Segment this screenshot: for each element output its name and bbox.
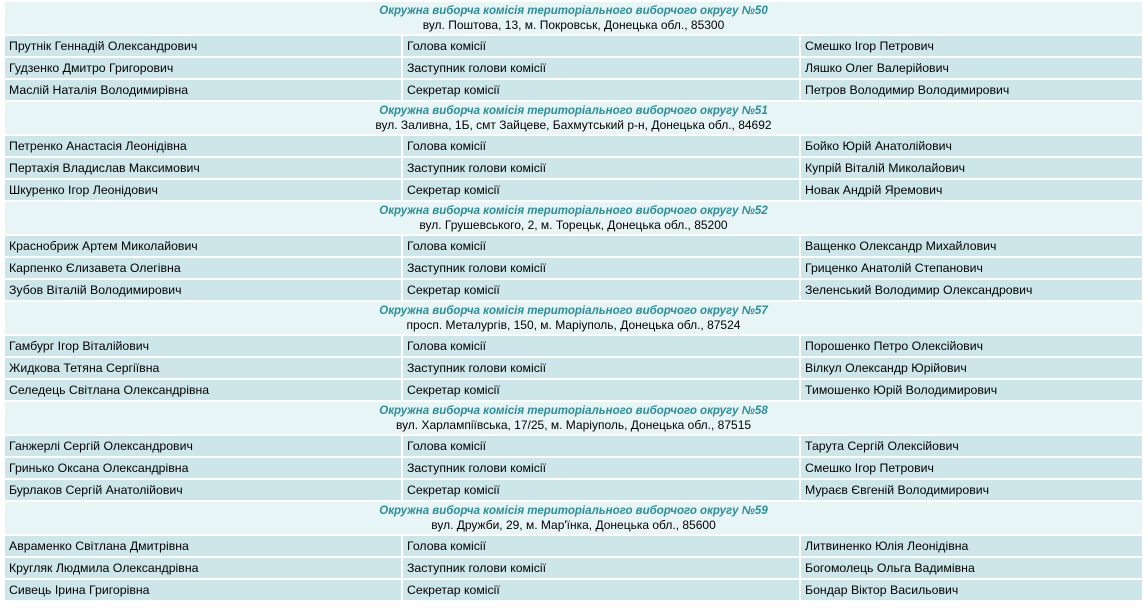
table-row — [0, 558, 1148, 578]
table-row — [0, 36, 1148, 56]
commission-title: Окружна виборча комісія територіального виборчого округу №57 — [379, 305, 768, 317]
member-name: Пертахія Владислав Максимович — [5, 158, 401, 178]
table-row — [0, 58, 1148, 78]
member-nominee: Гриценко Анатолій Степанович — [801, 258, 1142, 278]
member-role: Секретар комісії — [403, 180, 799, 200]
commission-header — [5, 402, 1142, 434]
member-name: Шкуренко Ігор Леонідович — [5, 180, 401, 200]
member-name: Селедець Світлана Олександрівна — [5, 380, 401, 400]
member-role: Заступник голови комісії — [403, 358, 799, 378]
member-nominee: Смешко Ігор Петрович — [801, 36, 1142, 56]
member-name: Жидкова Тетяна Сергіївна — [5, 358, 401, 378]
table-row — [0, 258, 1148, 278]
member-nominee: Купрій Віталій Миколайович — [801, 158, 1142, 178]
member-name: Гринько Оксана Олександрівна — [5, 458, 401, 478]
member-nominee: Мураєв Євгеній Володимирович — [801, 480, 1142, 500]
table-row — [0, 180, 1148, 200]
table-row — [0, 158, 1148, 178]
commission-section — [0, 502, 1148, 600]
member-name: Кругляк Людмила Олександрівна — [5, 558, 401, 578]
member-name: Зубов Віталій Володимирович — [5, 280, 401, 300]
commission-section — [0, 302, 1148, 400]
commission-section — [0, 202, 1148, 300]
member-nominee: Новак Андрій Яремович — [801, 180, 1142, 200]
member-role: Секретар комісії — [403, 280, 799, 300]
commission-address: вул. Поштова, 13, м. Покровськ, Донецька обл., 85300 — [422, 18, 725, 32]
member-nominee: Ляшко Олег Валерійович — [801, 58, 1142, 78]
table-row — [0, 480, 1148, 500]
member-name: Прутнік Геннадій Олександрович — [5, 36, 401, 56]
member-role: Голова комісії — [403, 36, 799, 56]
commission-header — [5, 2, 1142, 34]
commission-title: Окружна виборча комісія територіального виборчого округу №50 — [379, 5, 768, 17]
member-nominee: Вілкул Олександр Юрійович — [801, 358, 1142, 378]
member-nominee: Богомолець Ольга Вадимівна — [801, 558, 1142, 578]
member-nominee: Смешко Ігор Петрович — [801, 458, 1142, 478]
member-name: Краснобриж Артем Миколайович — [5, 236, 401, 256]
member-nominee: Ващенко Олександр Михайлович — [801, 236, 1142, 256]
member-role: Заступник голови комісії — [403, 158, 799, 178]
commission-address: вул. Заливна, 1Б, смт Зайцеве, Бахмутський р-н, Донецька обл., 84692 — [375, 118, 772, 132]
commission-address: вул. Грушевського, 2, м. Торецьк, Донецька обл., 85200 — [419, 218, 728, 232]
member-role: Голова комісії — [403, 536, 799, 556]
commission-title: Окружна виборча комісія територіального виборчого округу №51 — [379, 105, 768, 117]
commission-title: Окружна виборча комісія територіального виборчого округу №52 — [379, 205, 768, 217]
member-name: Бурлаков Сергій Анатолійович — [5, 480, 401, 500]
commission-title: Окружна виборча комісія територіального виборчого округу №59 — [379, 505, 768, 517]
member-nominee: Литвиненко Юлія Леонідівна — [801, 536, 1142, 556]
table-row — [0, 80, 1148, 100]
member-name: Авраменко Світлана Дмитрівна — [5, 536, 401, 556]
member-name: Сивець Ірина Григорівна — [5, 580, 401, 600]
member-name: Гамбург Ігор Віталійович — [5, 336, 401, 356]
table-row — [0, 136, 1148, 156]
member-nominee: Бойко Юрій Анатолійович — [801, 136, 1142, 156]
member-name: Петренко Анастасія Леонідівна — [5, 136, 401, 156]
commission-section — [0, 402, 1148, 500]
member-role: Секретар комісії — [403, 80, 799, 100]
commission-header — [5, 502, 1142, 534]
member-nominee: Бондар Віктор Васильович — [801, 580, 1142, 600]
member-role: Голова комісії — [403, 236, 799, 256]
table-row — [0, 280, 1148, 300]
commission-header — [5, 302, 1142, 334]
table-row — [0, 436, 1148, 456]
member-role: Секретар комісії — [403, 580, 799, 600]
member-nominee: Зеленський Володимир Олександрович — [801, 280, 1142, 300]
member-role: Секретар комісії — [403, 380, 799, 400]
member-role: Голова комісії — [403, 436, 799, 456]
table-row — [0, 458, 1148, 478]
commission-header — [5, 202, 1142, 234]
member-name: Ганжерлі Сергій Олександрович — [5, 436, 401, 456]
member-role: Заступник голови комісії — [403, 258, 799, 278]
member-role: Голова комісії — [403, 136, 799, 156]
member-role: Секретар комісії — [403, 480, 799, 500]
member-role: Заступник голови комісії — [403, 458, 799, 478]
member-name: Маслій Наталія Володимирівна — [5, 80, 401, 100]
member-role: Заступник голови комісії — [403, 58, 799, 78]
member-name: Гудзенко Дмитро Григорович — [5, 58, 401, 78]
table-row — [0, 536, 1148, 556]
table-row — [0, 380, 1148, 400]
member-nominee: Тарута Сергій Олексійович — [801, 436, 1142, 456]
commission-section — [0, 102, 1148, 200]
table-row — [0, 336, 1148, 356]
member-nominee: Тимошенко Юрій Володимирович — [801, 380, 1142, 400]
commission-header — [5, 102, 1142, 134]
commission-address: просп. Металургів, 150, м. Маріуполь, Донецька обл., 87524 — [406, 318, 741, 332]
member-role: Заступник голови комісії — [403, 558, 799, 578]
commission-title: Окружна виборча комісія територіального виборчого округу №58 — [379, 405, 768, 417]
commission-address: вул. Харлампіївська, 17/25, м. Маріуполь, Донецька обл., 87515 — [395, 418, 752, 432]
commission-address: вул. Дружби, 29, м. Мар'їнка, Донецька обл., 85600 — [431, 518, 716, 532]
member-role: Голова комісії — [403, 336, 799, 356]
table-row — [0, 236, 1148, 256]
member-nominee: Порошенко Петро Олексійович — [801, 336, 1142, 356]
member-nominee: Петров Володимир Володимирович — [801, 80, 1142, 100]
member-name: Карпенко Єлизавета Олегівна — [5, 258, 401, 278]
table-row — [0, 358, 1148, 378]
table-row — [0, 580, 1148, 600]
commission-section — [0, 2, 1148, 100]
